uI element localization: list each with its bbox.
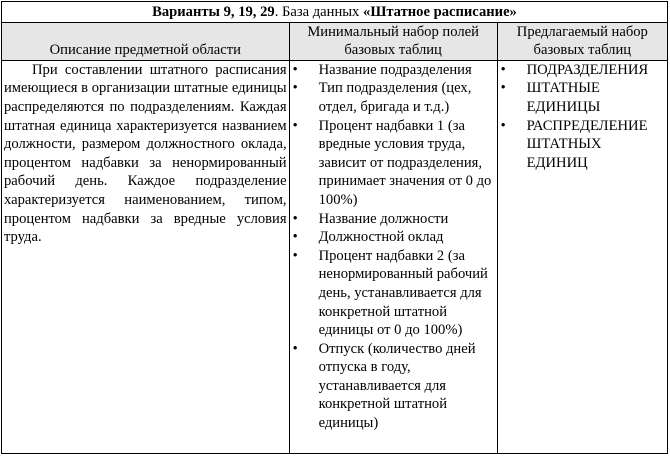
list-item: • ПОДРАЗДЕЛЕНИЯ <box>501 61 664 80</box>
variants-label: Варианты 9, 19, 29 <box>152 4 275 20</box>
document-page <box>1 1 668 463</box>
list-item: • РАСПРЕДЕЛЕНИЕ ШТАТНЫХ ЕДИНИЦ <box>501 117 664 173</box>
list-item: • Название должности <box>293 210 494 229</box>
fields-cell <box>289 60 497 453</box>
content-row <box>2 60 668 453</box>
list-item: • Процент надбавки 2 (за ненормированный рабочий день, устанавливается для конкретной штатной единицы от 0 до 100%) <box>293 247 494 340</box>
description-text: При составлении штатного расписания имеющиеся в организации штатные единицы распределяются по подразделениям. Каждая штатная единица характеризуется названием должности, размером должностного оклада, процентом надбавки за ненормированный рабочий день. Каждое подразделение характеризуется наименованием, типом, процентом надбавки за вредные условия труда. <box>4 61 287 246</box>
tables-list <box>501 61 664 173</box>
header-description: Описание предметной области <box>2 22 290 60</box>
list-item: • Тип подразделения (цех, отдел, бригада и т.д.) <box>293 79 494 116</box>
list-item: • Процент надбавки 1 (за вредные условия труда, зависит от подразделения, принимает значения от 0 до 100%) <box>293 117 494 210</box>
title-middle: . База данных <box>274 4 364 20</box>
description-cell <box>2 60 290 453</box>
tables-cell <box>497 60 667 453</box>
table-title <box>2 2 668 23</box>
list-item: • Отпуск (количество дней отпуска в году, устанавливается для конкретной штатной единицы) <box>293 340 494 433</box>
fields-list <box>293 61 494 433</box>
list-item: • ШТАТНЫЕ ЕДИНИЦЫ <box>501 79 664 116</box>
title-row <box>2 2 668 23</box>
database-name: «Штатное расписание» <box>363 4 517 20</box>
header-row <box>2 22 668 60</box>
variant-table <box>1 1 668 454</box>
list-item: • Название подразделения <box>293 61 494 80</box>
header-tables: Предлагаемый набор базовых таблиц <box>497 22 667 60</box>
header-fields: Минимальный набор полей базовых таблиц <box>289 22 497 60</box>
list-item: • Должностной оклад <box>293 228 494 247</box>
